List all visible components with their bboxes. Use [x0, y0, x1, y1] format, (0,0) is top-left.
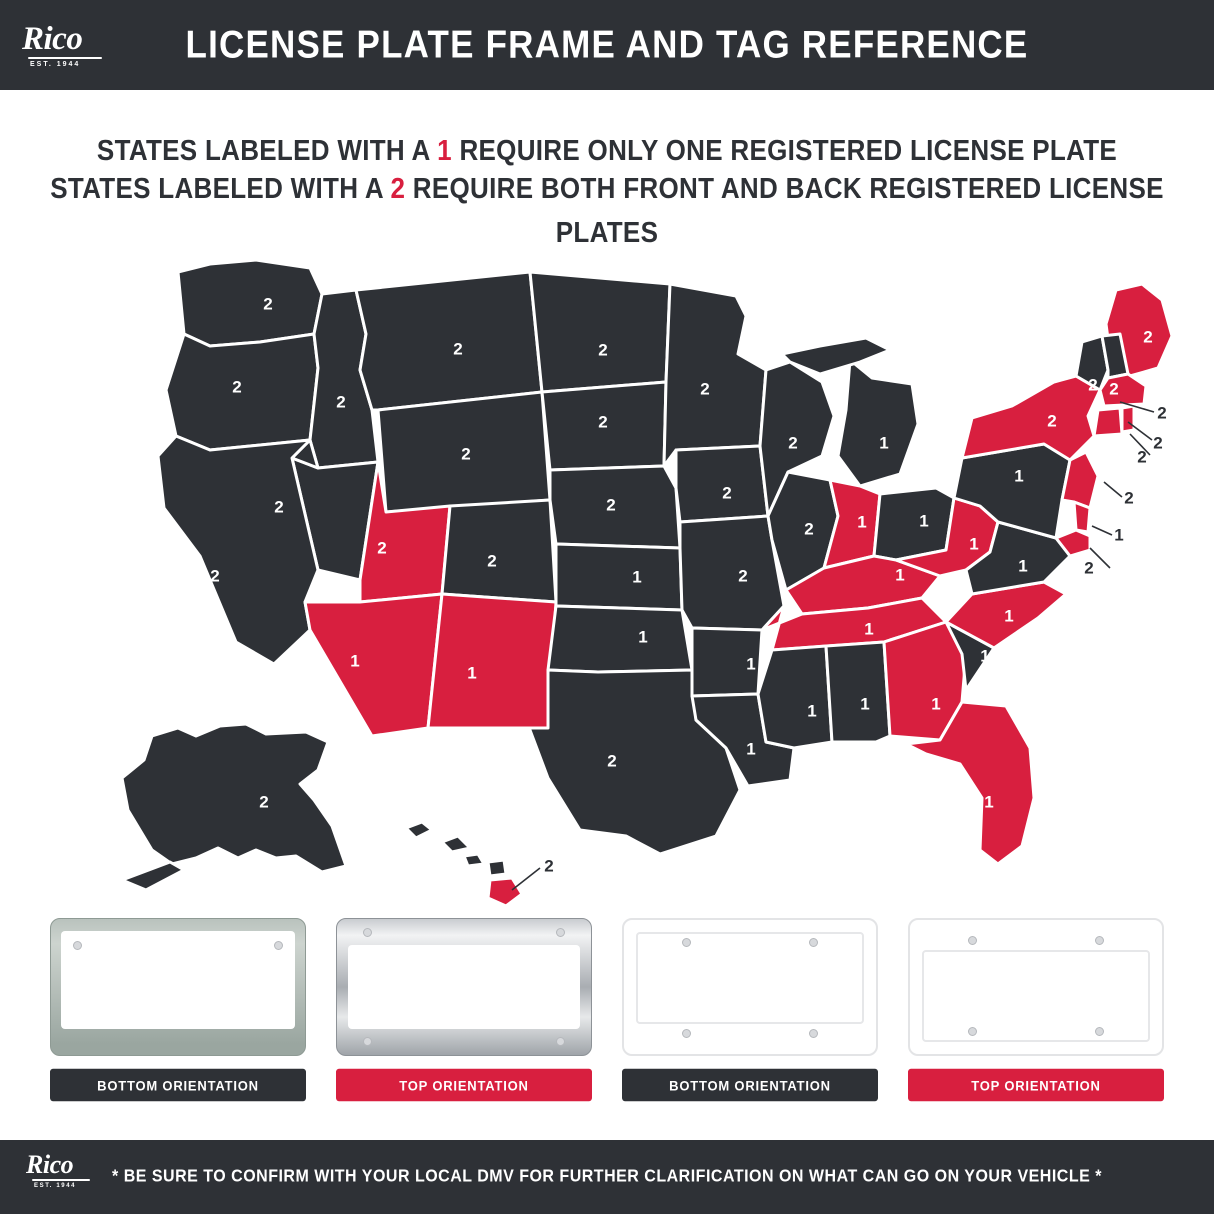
frame-caption-4: TOP ORIENTATION: [908, 1069, 1164, 1101]
state-label-ID: 2: [336, 392, 346, 412]
state-RI: [1122, 406, 1134, 432]
legend-line-two: [0, 166, 1214, 255]
frame-item-3[interactable]: [622, 918, 878, 1118]
brand-logo-underline: [28, 57, 102, 59]
license-plate-frame-white-bottom: [622, 918, 878, 1056]
screw-icon: [556, 928, 565, 937]
frame-caption-2: TOP ORIENTATION: [336, 1069, 592, 1101]
screw-icon: [1095, 936, 1104, 945]
state-label-AL: 1: [860, 694, 870, 714]
license-plate-frame-white-top: [908, 918, 1164, 1056]
legend: [0, 130, 1214, 251]
footer-disclaimer: * BE SURE TO CONFIRM WITH YOUR LOCAL DMV FOR FURTHER CLARIFICATION ON WHAT CAN GO ON YOUR VEHICLE *: [112, 1167, 1102, 1186]
frame-image-4: [908, 918, 1164, 1056]
state-label-OK: 1: [638, 627, 648, 647]
plate-window-1: [61, 931, 295, 1029]
state-label-TN: 1: [864, 619, 874, 639]
state-label-MN: 2: [700, 379, 710, 399]
plate-window-4: [922, 950, 1150, 1042]
brand-logo-word: Rico: [22, 20, 83, 57]
state-AK-tail: [122, 862, 184, 890]
state-NM: [428, 594, 556, 728]
plate-window-2: [348, 945, 580, 1029]
state-label-NV: 2: [274, 497, 284, 517]
screw-icon: [363, 1037, 372, 1046]
brand-logo-established-footer: EST. 1944: [34, 1183, 77, 1189]
legend-line-two-before: STATES LABELED WITH A: [50, 171, 391, 205]
state-HI-5: [488, 878, 522, 906]
state-HI-2: [442, 836, 470, 852]
state-label-WA: 2: [263, 294, 273, 314]
state-label-NE: 2: [606, 495, 616, 515]
state-label-WI: 2: [788, 433, 798, 453]
state-HI-3: [464, 854, 484, 866]
state-label-MA: 2: [1157, 403, 1167, 423]
legend-line-two-after: REQUIRE BOTH FRONT AND BACK REGISTERED LICENSE PLATES: [405, 171, 1164, 250]
legend-line-one-before: STATES LABELED WITH A: [96, 133, 438, 167]
state-label-NM: 1: [467, 663, 477, 683]
state-label-OH: 1: [919, 511, 929, 531]
screw-icon: [274, 941, 283, 950]
state-MT: [356, 272, 542, 410]
state-label-TX: 2: [607, 751, 617, 771]
state-label-OR: 2: [232, 377, 242, 397]
state-MA: [1100, 374, 1146, 406]
state-label-FL: 1: [984, 792, 994, 812]
state-label-KS: 1: [632, 567, 642, 587]
frame-image-2: [336, 918, 592, 1056]
state-label-RI: 2: [1153, 433, 1163, 453]
state-AK: [122, 724, 346, 872]
state-label-WY: 2: [461, 444, 471, 464]
state-ND: [530, 272, 670, 392]
plate-window-3: [636, 932, 864, 1024]
state-MS: [758, 646, 832, 748]
state-label-UT: 2: [377, 538, 387, 558]
frame-gallery: [0, 918, 1214, 1118]
frame-item-1[interactable]: [50, 918, 306, 1118]
state-label-ME: 2: [1143, 327, 1153, 347]
state-label-LA: 1: [746, 739, 756, 759]
state-label-AK: 2: [259, 792, 269, 812]
state-OK: [548, 606, 692, 672]
state-label-VT: 2: [1088, 375, 1098, 395]
screw-icon: [73, 941, 82, 950]
state-label-MS: 1: [807, 701, 817, 721]
state-HI-1: [406, 822, 432, 838]
page-title: LICENSE PLATE FRAME AND TAG REFERENCE: [185, 22, 1029, 67]
screw-icon: [682, 938, 691, 947]
state-HI-4: [488, 860, 506, 876]
frame-item-4[interactable]: [908, 918, 1164, 1118]
state-MI: [838, 360, 918, 486]
state-label-SD: 2: [598, 412, 608, 432]
state-OH: [874, 488, 954, 560]
license-plate-frame-chrome: [336, 918, 592, 1056]
us-map-svg: [60, 250, 1167, 900]
state-label-CT: 2: [1137, 447, 1147, 467]
state-label-IA: 2: [722, 483, 732, 503]
state-KS: [556, 544, 682, 610]
screw-icon: [809, 938, 818, 947]
state-label-VA: 1: [1018, 556, 1028, 576]
state-AL: [826, 642, 890, 742]
license-plate-frame-silver: [50, 918, 306, 1056]
state-AZ: [305, 594, 442, 736]
state-label-MD: 2: [1084, 558, 1094, 578]
frame-caption-1: BOTTOM ORIENTATION: [50, 1069, 306, 1101]
frame-caption-3: BOTTOM ORIENTATION: [622, 1069, 878, 1101]
state-label-ND: 2: [598, 340, 608, 360]
state-label-IN: 1: [857, 512, 867, 532]
footer-bar: [0, 1140, 1214, 1214]
brand-logo-established: EST. 1944: [30, 60, 81, 68]
brand-logo-bottom: [26, 1152, 90, 1189]
state-MN: [664, 284, 766, 466]
screw-icon: [363, 928, 372, 937]
state-label-GA: 1: [931, 694, 941, 714]
state-label-NY: 2: [1047, 411, 1057, 431]
state-label-SC: 1: [980, 646, 990, 666]
frame-image-1: [50, 918, 306, 1056]
state-label-AR: 1: [746, 654, 756, 674]
state-label-MT: 2: [453, 339, 463, 359]
screw-icon: [682, 1029, 691, 1038]
state-label-CO: 2: [487, 551, 497, 571]
frame-item-2[interactable]: [336, 918, 592, 1118]
state-DE: [1074, 502, 1090, 532]
frame-image-3: [622, 918, 878, 1056]
legend-line-one-after: REQUIRE ONLY ONE REGISTERED LICENSE PLATE: [451, 133, 1118, 167]
state-label-MO: 2: [738, 566, 748, 586]
state-OR: [166, 334, 318, 450]
screw-icon: [968, 1027, 977, 1036]
screw-icon: [1095, 1027, 1104, 1036]
state-CO: [442, 500, 556, 602]
state-MO: [680, 516, 784, 630]
state-WA: [178, 260, 322, 346]
screw-icon: [556, 1037, 565, 1046]
legend-number-two: 2: [390, 171, 406, 205]
state-label-DE: 1: [1114, 525, 1124, 545]
state-label-MI: 1: [879, 433, 889, 453]
state-label-NC: 1: [1004, 606, 1014, 626]
screw-icon: [968, 936, 977, 945]
state-label-IL: 2: [804, 519, 814, 539]
state-label-PA: 1: [1014, 466, 1024, 486]
brand-logo-underline-footer: [32, 1179, 90, 1181]
state-label-AZ: 1: [350, 651, 360, 671]
legend-number-one: 1: [437, 133, 452, 167]
state-label-HI: 2: [544, 856, 554, 876]
us-map: [60, 250, 1167, 900]
state-label-CA: 2: [210, 566, 220, 586]
state-label-NJ: 2: [1124, 488, 1134, 508]
brand-logo-top: [22, 16, 132, 74]
state-label-NH: 2: [1109, 379, 1119, 399]
header-bar: [0, 0, 1214, 90]
state-CT: [1094, 408, 1122, 436]
state-label-WV: 1: [969, 534, 979, 554]
state-label-KY: 1: [895, 565, 905, 585]
screw-icon: [809, 1029, 818, 1038]
state-CA: [158, 436, 318, 664]
brand-logo-word-footer: Rico: [26, 1150, 74, 1179]
state-NY: [962, 376, 1100, 460]
